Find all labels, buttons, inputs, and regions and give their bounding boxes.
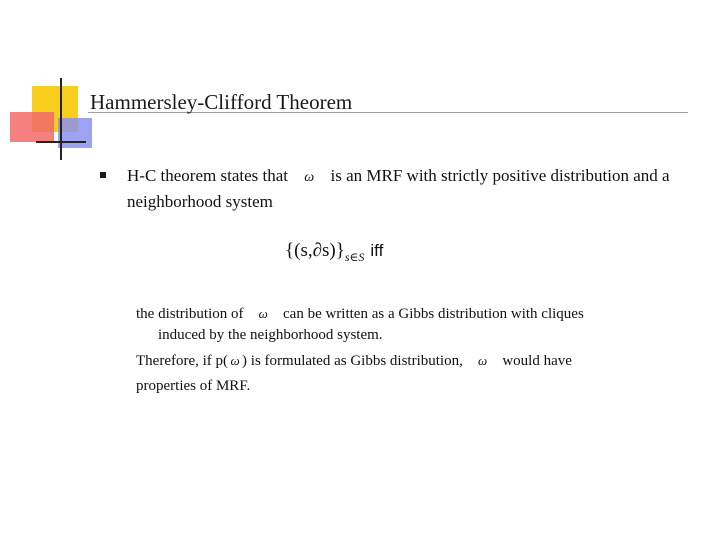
formula-main: {(s,∂s)}: [285, 240, 345, 261]
condition-line-1a: the distribution of: [136, 306, 244, 322]
omega-symbol: ω: [258, 306, 268, 321]
formula-iff: iff: [370, 241, 384, 260]
statement-text-1: H-C theorem states that: [127, 166, 288, 185]
condition-line-3a: Therefore, if p(: [136, 353, 229, 369]
decor-red-square: [10, 112, 54, 142]
formula-subscript: s∈S: [344, 250, 365, 264]
decor-blue-square: [58, 118, 92, 148]
condition-line-3: [136, 350, 696, 372]
neighborhood-formula: [285, 240, 383, 265]
theorem-statement: [127, 164, 687, 214]
condition-text: [136, 303, 696, 397]
condition-line-3c: would have: [502, 353, 572, 369]
condition-line-3b: ) is formulated as Gibbs distribution,: [242, 353, 463, 369]
condition-line-1: [136, 303, 696, 325]
omega-symbol: ω: [230, 353, 240, 368]
omega-symbol: ω: [478, 353, 488, 368]
condition-line-4: properties of MRF.: [136, 378, 251, 394]
slide-title: Hammersley-Clifford Theorem: [90, 90, 353, 114]
statement-text-2: is an MRF with strictly positive distribution and a neighborhood system: [127, 166, 670, 211]
condition-line-2: induced by the neighborhood system.: [158, 327, 383, 343]
decor-horizontal-line: [36, 141, 86, 143]
condition-line-1b: can be written as a Gibbs distribution with cliques: [283, 306, 584, 322]
omega-symbol: ω: [304, 170, 315, 185]
square-bullet-icon: [100, 172, 106, 178]
decor-vertical-line: [60, 78, 62, 160]
